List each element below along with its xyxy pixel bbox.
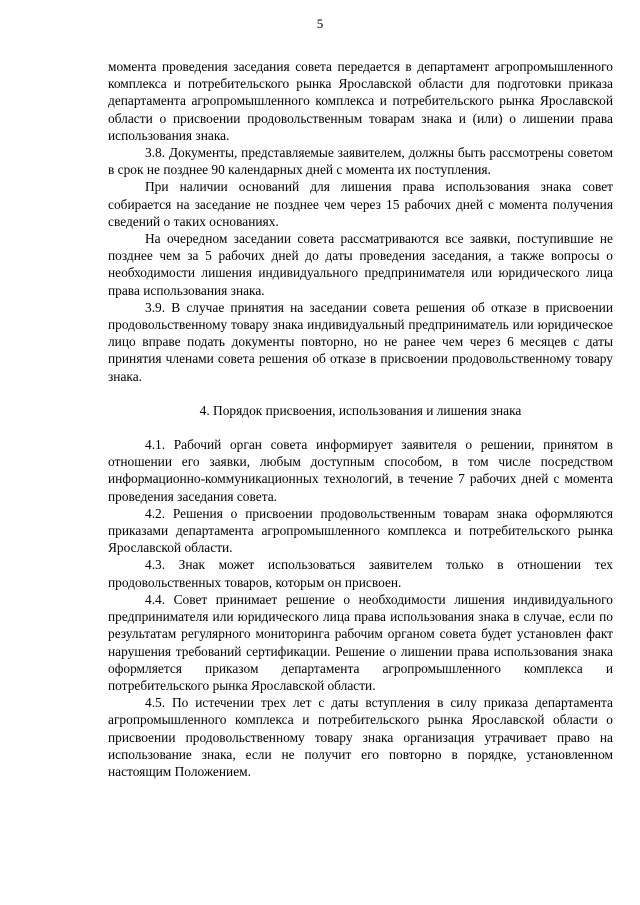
section-4-heading: 4. Порядок присвоения, использования и лишения знака bbox=[199, 402, 522, 418]
paragraph-4-3: 4.3. Знак может использоваться заявителем только в отношении тех продовольственных товаров, которым он присвоен. bbox=[108, 557, 613, 590]
document-body bbox=[108, 58, 613, 780]
paragraph-4-1: 4.1. Рабочий орган совета информирует заявителя о решении, принятом в отношении его заявки, любым доступным способом, в том числе посредством информационно-коммуникационных технологий, в течение 7 рабочих дней с момента проведения заседания совета. bbox=[108, 437, 613, 504]
paragraph-3-9: 3.9. В случае принятия на заседании совета решения об отказе в присвоении продовольственному товару знака индивидуальный предприниматель или юридическое лицо вправе подать документы повторно, но не ранее чем через 6 месяцев с даты принятия членами совета решения об отказе в присвоении продовольственному товару знака. bbox=[108, 299, 613, 384]
paragraph-deprivation-grounds: При наличии оснований для лишения права использования знака совет собирается на заседание не позднее чем через 15 рабочих дней с момента получения сведений о таких основаниях. bbox=[108, 179, 613, 229]
paragraph-4-5: 4.5. По истечении трех лет с даты вступления в силу приказа департамента агропромышленного комплекса и потребительского рынка Ярославской области о присвоении продовольственному товару знака организация утрачивает право на использование знака, если не получит его повторно в порядке, установленном настоящим Положением. bbox=[108, 695, 613, 779]
paragraph-4-2: 4.2. Решения о присвоении продовольственным товарам знака оформляются приказами департамента агропромышленного комплекса и потребительского рынка Ярославской области. bbox=[108, 505, 613, 556]
paragraph-3-8: 3.8. Документы, представляемые заявителем, должны быть рассмотрены советом в срок не позднее 90 календарных дней с момента их поступления. bbox=[108, 145, 613, 178]
paragraph-continuation: момента проведения заседания совета передается в департамент агропромышленного комплекса и потребительского рынка Ярославской области для подготовки приказа департамента агропромышленного комплекса и потребительского рынка Ярославской области о присвоении продовольственным товарам знака и (или) о лишении права использования знака. bbox=[108, 59, 613, 143]
paragraph-4-4: 4.4. Совет принимает решение о необходимости лишения индивидуального предпринимателя или юридического лица права использования знака в случае, если по результатам регулярного мониторинга рабочим органом совета будет установлен факт нарушения требований сертификации. Решение о лишении права использования знака оформляется приказом департамента агропромышленного комплекса и потребительского рынка Ярославской области. bbox=[108, 591, 613, 693]
paragraph-regular-meeting: На очередном заседании совета рассматриваются все заявки, поступившие не позднее чем за 5 рабочих дней до даты проведения заседания, а также вопросы о необходимости лишения индивидуального предпринимателя или юридического лица права использования знака. bbox=[108, 231, 613, 298]
page-number: 5 bbox=[316, 16, 324, 31]
